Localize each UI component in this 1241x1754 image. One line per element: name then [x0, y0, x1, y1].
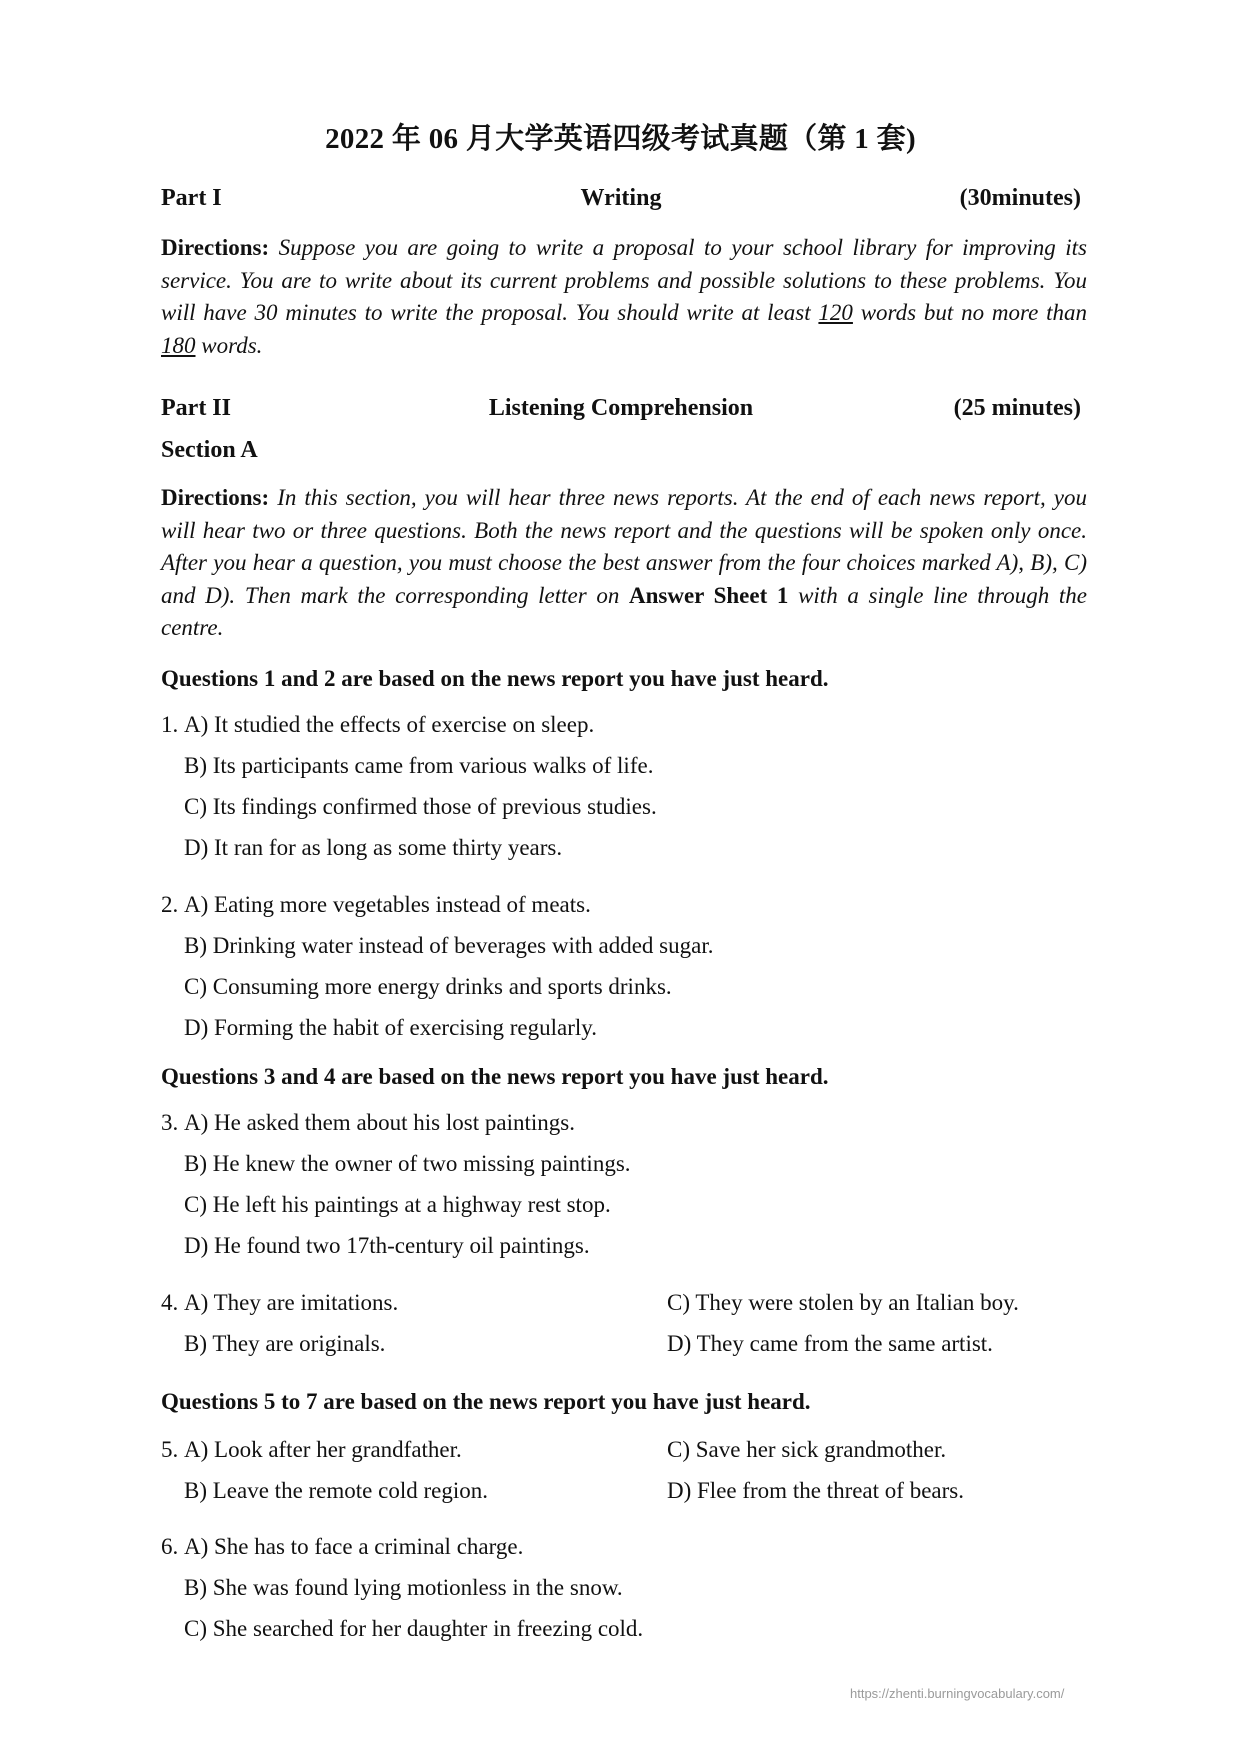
part1-min-words: 120 [818, 300, 853, 325]
option-d: D) It ran for as long as some thirty years. [184, 835, 563, 860]
option-a: A) Look after her grandfather. [184, 1437, 462, 1462]
part2-directions-label: Directions: [161, 485, 270, 510]
option-c: C) Its findings confirmed those of previous studies. [184, 794, 657, 819]
question-group-heading: Questions 1 and 2 are based on the news report you have just heard. [161, 666, 829, 691]
part2-directions [161, 482, 1087, 645]
part1-directions-text-b: words but no more than [852, 300, 1087, 325]
option-c: C) Consuming more energy drinks and sports drinks. [184, 974, 672, 999]
part2-directions-text-b: with a single line through the centre. [161, 582, 1087, 640]
option-b: B) He knew the owner of two missing paintings. [184, 1151, 631, 1176]
option-d: D) Forming the habit of exercising regularly. [184, 1015, 598, 1040]
page-title: 2022 年 06 月大学英语四级考试真题（第 1 套) [325, 123, 916, 155]
section-a-heading: Section A [161, 437, 258, 463]
part2-header [161, 395, 1081, 427]
footer-url: https://zhenti.burningvocabulary.com/ [850, 1686, 1065, 1701]
part1-max-words: 180 [161, 332, 196, 358]
option-d: D) He found two 17th-century oil paintings. [184, 1233, 590, 1258]
option-d: D) They came from the same artist. [667, 1331, 993, 1356]
part2-name: Listening Comprehension [488, 395, 754, 421]
part1-directions-text-a: Suppose you are going to write a proposal to your school library for improving its service. You are to write about its current problems and possible solutions to these problems. You will have 30 minutes to write the proposal. You should write at least [161, 235, 1087, 325]
option-a: A) It studied the effects of exercise on sleep. [184, 712, 595, 737]
option-a: A) They are imitations. [184, 1290, 399, 1315]
part2-directions-text-a: In this section, you will hear three news reports. At the end of each news report, you will hear two or three questions. Both the news report and the questions will be spoken only once. After you hear a question, you must choose the best answer from the four choices marked A), B), C) and D). Then mark the corresponding letter on [161, 485, 1087, 608]
part2-time: (25 minutes) [953, 395, 1081, 421]
question-group-heading: Questions 5 to 7 are based on the news report you have just heard. [161, 1389, 811, 1414]
option-a: A) She has to face a criminal charge. [184, 1534, 524, 1559]
part1-label: Part I [161, 185, 222, 211]
question-number: 4. [161, 1290, 179, 1315]
option-b: B) Leave the remote cold region. [184, 1478, 488, 1503]
question-number: 3. [161, 1110, 179, 1135]
part1-directions [161, 232, 1087, 362]
option-b: B) They are originals. [184, 1331, 386, 1356]
option-b: B) She was found lying motionless in the snow. [184, 1575, 623, 1600]
option-c: C) She searched for her daughter in freezing cold. [184, 1616, 644, 1641]
option-a: A) He asked them about his lost paintings. [184, 1110, 575, 1135]
option-b: B) Its participants came from various walks of life. [184, 753, 654, 778]
part1-name: Writing [580, 185, 662, 211]
option-c: C) He left his paintings at a highway rest stop. [184, 1192, 611, 1217]
question-group-heading: Questions 3 and 4 are based on the news report you have just heard. [161, 1064, 829, 1089]
part1-directions-label: Directions: [161, 235, 270, 260]
question-number: 2. [161, 892, 179, 917]
part2-label: Part II [161, 395, 231, 421]
question-number: 5. [161, 1437, 179, 1462]
question-number: 1. [161, 712, 179, 737]
part1-directions-text-c: words. [195, 332, 263, 358]
question-number: 6. [161, 1534, 179, 1559]
option-a: A) Eating more vegetables instead of meats. [184, 892, 591, 917]
option-c: C) They were stolen by an Italian boy. [667, 1290, 1019, 1315]
part1-time: (30minutes) [959, 185, 1081, 211]
option-d: D) Flee from the threat of bears. [667, 1478, 964, 1503]
option-c: C) Save her sick grandmother. [667, 1437, 947, 1462]
answer-sheet-label: Answer Sheet 1 [628, 582, 789, 608]
option-b: B) Drinking water instead of beverages with added sugar. [184, 933, 714, 958]
part1-header [161, 185, 1081, 217]
